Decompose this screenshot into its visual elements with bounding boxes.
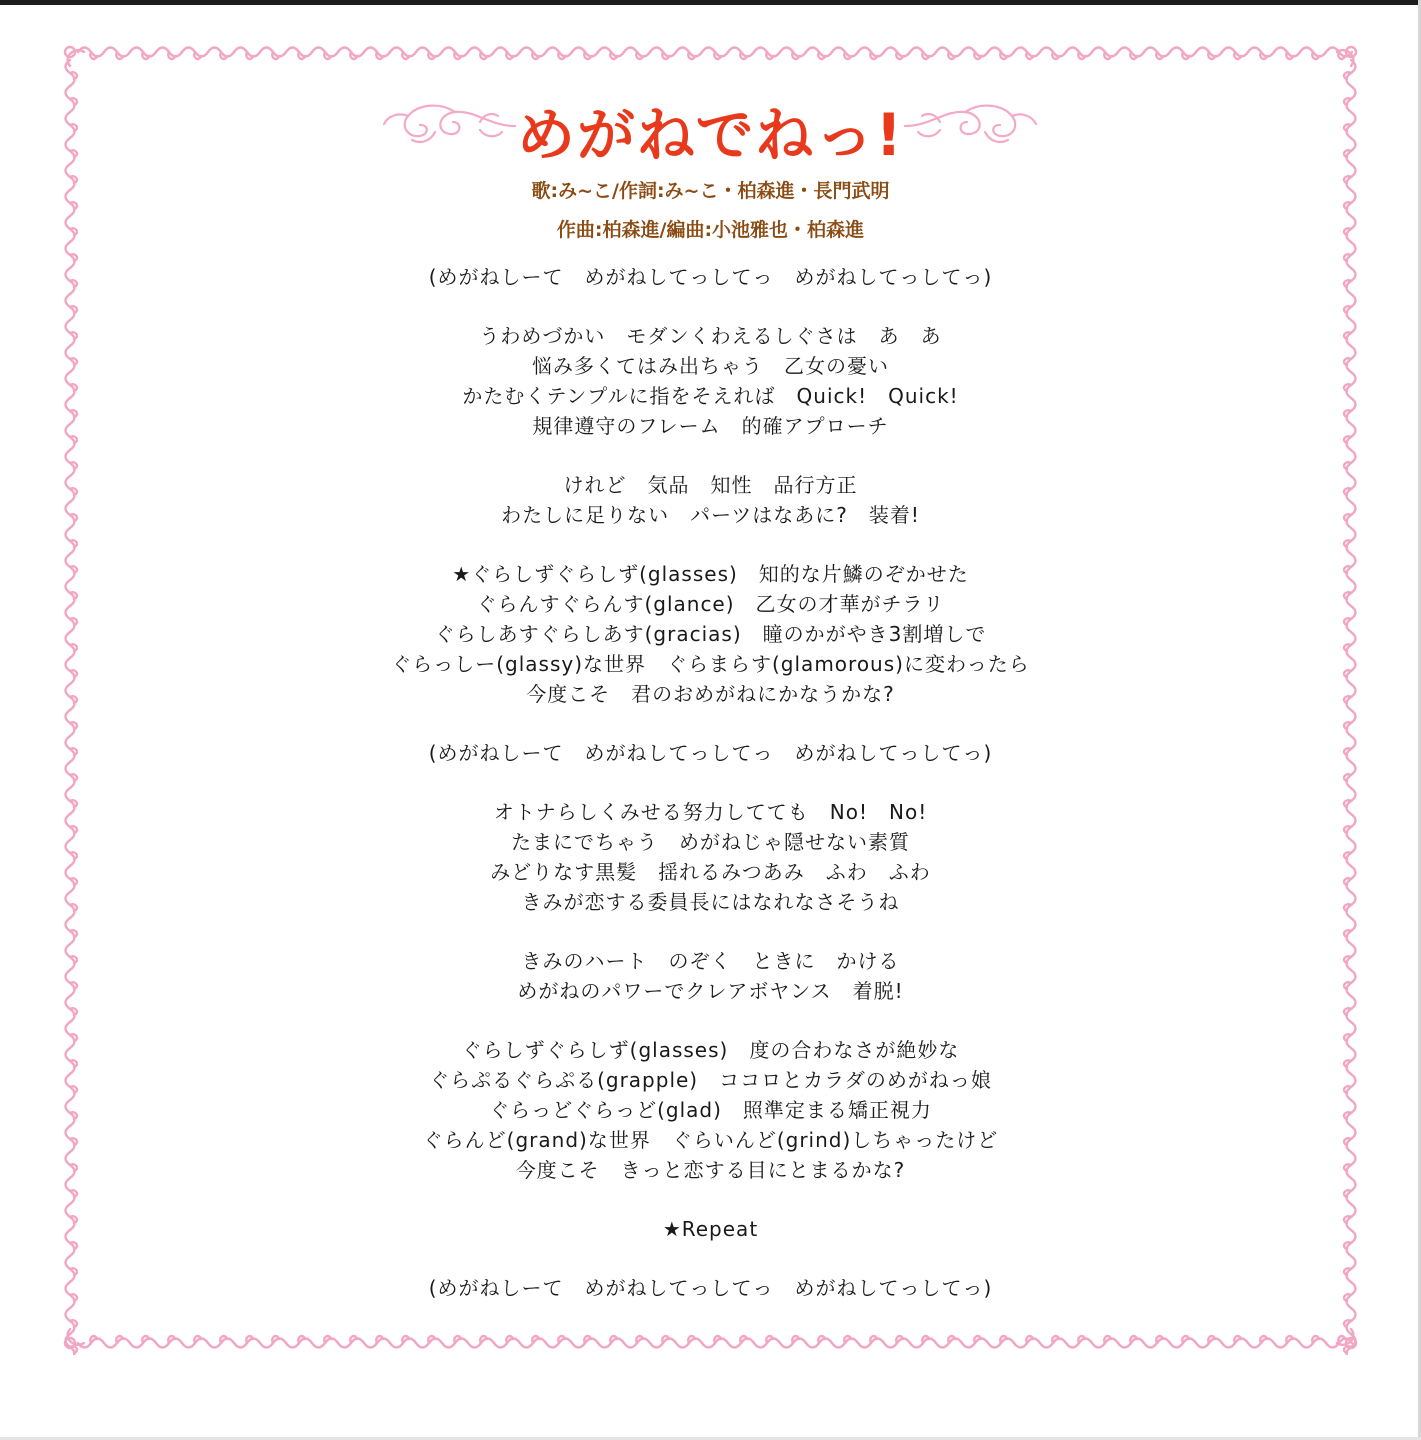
lyric-line: ぐらしずぐらしず(glasses) 度の合わなさが絶妙な: [461, 1038, 960, 1062]
lyric-line: うわめづかい モダンくわえるしぐさは あ あ: [479, 324, 942, 348]
lyric-stanza: [0, 738, 1421, 768]
lyric-stanza: [0, 262, 1421, 292]
lyric-stanza: [0, 1273, 1421, 1303]
lyric-line: ぐらぷるぐらぷる(grapple) ココロとカラダのめがねっ娘: [429, 1068, 992, 1092]
lyric-line: めがねのパワーでクレアボヤンス 着脱!: [517, 979, 904, 1003]
lyric-stanza: [0, 321, 1421, 441]
page-title: めがねでねっ!: [516, 101, 904, 169]
lyric-line: 悩み多くてはみ出ちゃう 乙女の憂い: [532, 354, 889, 378]
lyric-line: オトナらしくみせる努力してても No! No!: [493, 800, 928, 824]
right-flourish-icon: [900, 98, 1040, 148]
lyric-line: きみのハート のぞく ときに かける: [521, 949, 900, 973]
lyric-line: (めがねしーて めがねしてっしてっ めがねしてっしてっ): [428, 741, 993, 765]
lyric-stanza: [0, 1214, 1421, 1244]
title-area: [0, 88, 1421, 168]
lyric-stanza: [0, 470, 1421, 530]
scan-top-edge: [0, 0, 1421, 5]
lyric-stanza: [0, 797, 1421, 917]
lyric-line: みどりなす黒髪 揺れるみつあみ ふわ ふわ: [490, 860, 931, 884]
lyric-line: わたしに足りない パーツはなあに? 装着!: [501, 503, 920, 527]
lyric-line: きみが恋する委員長にはなれなさそうね: [521, 890, 900, 914]
lyric-line: (めがねしーて めがねしてっしてっ めがねしてっしてっ): [428, 1276, 993, 1300]
lyric-line: かたむくテンプルに指をそえれば Quick! Quick!: [462, 384, 959, 408]
lyric-line: ★ぐらしずぐらしず(glasses) 知的な片鱗のぞかせた: [452, 562, 969, 586]
lyric-line: たまにでちゃう めがねじゃ隠せない素質: [511, 830, 910, 854]
lyric-line: 今度こそ 君のおめがねにかなうかな?: [526, 682, 895, 706]
lyric-line: ぐらっどぐらっど(glad) 照準定まる矯正視力: [489, 1098, 932, 1122]
lyrics-body: [0, 262, 1421, 1332]
credit-line-composer-arranger: 作曲:柏森進/編曲:小池雅也・柏森進: [556, 219, 865, 241]
credit-line-singer-lyricist: 歌:み~こ/作詞:み~こ・柏森進・長門武明: [531, 180, 890, 202]
lyric-stanza: [0, 1035, 1421, 1185]
lyric-line: ★Repeat: [662, 1217, 759, 1241]
lyric-line: ぐらしあすぐらしあす(gracias) 瞳のかがやき3割増しで: [434, 622, 987, 646]
lyric-line: ぐらんど(grand)な世界 ぐらいんど(grind)しちゃったけど: [422, 1128, 999, 1152]
lyric-line: (めがねしーて めがねしてっしてっ めがねしてっしてっ): [428, 265, 993, 289]
lyric-stanza: [0, 946, 1421, 1006]
lyric-line: けれど 気品 知性 品行方正: [563, 473, 858, 497]
lyric-stanza: [0, 559, 1421, 709]
lyric-line: 今度こそ きっと恋する目にとまるかな?: [515, 1158, 906, 1182]
lyric-line: ぐらんすぐらんす(glance) 乙女の才華がチラリ: [476, 592, 945, 616]
lyric-line: 規律遵守のフレーム 的確アプローチ: [532, 414, 889, 438]
lyric-line: ぐらっしー(glassy)な世界 ぐらまらす(glamorous)に変わったら: [391, 652, 1030, 676]
